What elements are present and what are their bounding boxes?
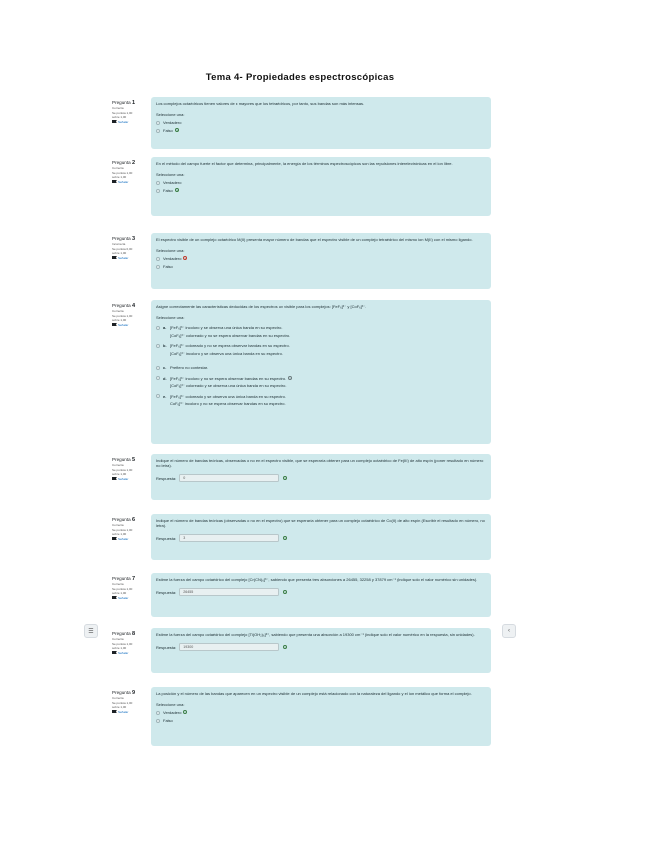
flag-question-button[interactable]: Señalar — [112, 596, 154, 601]
answer-option[interactable]: Falso — [156, 264, 486, 269]
check-icon: ✓ — [284, 591, 287, 596]
answer-option[interactable]: c. Prefiero no contestar. — [156, 365, 486, 370]
question-state: Correcta — [112, 582, 124, 586]
check-icon: ✓ — [184, 711, 187, 716]
answer-option[interactable]: d. [FeF₆]³⁻ incoloro y no se espera observar bandas en su espectro. ✓ [CoF₆]³⁻ coloreado y se observa una única banda en su espectro. — [156, 376, 486, 389]
question-info: Pregunta 9 Correcta Se puntúa 1,00 sobre 1,00 Señalar — [112, 690, 154, 715]
question-score: Se puntúa 1,00 — [112, 313, 133, 318]
flag-question-button[interactable]: Señalar — [112, 477, 154, 482]
question-info: Pregunta 1 Correcta Se puntúa 1,00 sobre 1,00 Señalar — [112, 100, 154, 125]
chevron-left-icon[interactable]: ‹ — [502, 624, 516, 638]
answer-option[interactable]: Falso ✓ — [156, 128, 486, 133]
answer-input[interactable]: 19300 — [179, 643, 279, 651]
answer-option[interactable]: Verdadero ! — [156, 256, 486, 261]
answer-option[interactable]: Falso — [156, 718, 486, 723]
list-icon[interactable]: ☰ — [84, 624, 98, 638]
error-icon: ! — [185, 257, 186, 262]
question-state: Correcta — [112, 309, 124, 313]
answer-option[interactable]: Verdadero — [156, 180, 486, 185]
check-icon: ✓ — [289, 376, 292, 381]
flag-icon — [112, 323, 117, 327]
question-state: Correcta — [112, 463, 124, 467]
question-score: Se puntúa 1,00 — [112, 641, 133, 646]
flag-icon — [112, 180, 117, 184]
radio-button[interactable] — [156, 265, 160, 269]
flag-question-button[interactable]: Señalar — [112, 651, 154, 656]
question-score: Se puntúa 1,00 — [112, 700, 133, 705]
radio-button[interactable] — [156, 326, 160, 330]
answer-input[interactable]: 0 — [179, 474, 279, 482]
question-content: Estime la fuerza del campo octaédrico del complejo [Ti(OH₂)₆]³⁺, sabiendo que presenta una absorción a 19300 cm⁻¹ (indique solo el valor numérico en la respuesta, sin unidades). Respuesta: 19300 ✓ — [151, 628, 491, 673]
question-score: Se puntúa 1,00 — [112, 527, 133, 532]
question-score: Se puntúa 1,00 — [112, 467, 133, 472]
question-score: Se puntúa 0,00 — [112, 246, 133, 251]
flag-question-button[interactable]: Señalar — [112, 180, 154, 185]
flag-icon — [112, 651, 117, 655]
question-info: Pregunta 7 Correcta Se puntúa 1,00 sobre 1,00 Señalar — [112, 576, 154, 601]
flag-question-button[interactable]: Señalar — [112, 710, 154, 715]
question-content: Los complejos octaédricos tienen valores de ε mayores que los tetraédricos, por tanto, sus bandas son más intensas. Seleccione una: Verdadero Falso ✓ — [151, 97, 491, 149]
question-state: Correcta — [112, 106, 124, 110]
check-icon: ✓ — [175, 129, 179, 134]
flag-icon — [112, 596, 117, 600]
flag-icon — [112, 256, 117, 260]
question-content: Estime la fuerza del campo octaédrico del complejo [Cr(CN)₆]³⁻, sabiendo que presenta tres absorciones a 26455, 32258 y 37879 cm⁻¹ (indique solo el valor numérico sin unidades). Respuesta: 26455 ✓ — [151, 573, 491, 617]
question-score: Se puntúa 1,00 — [112, 110, 133, 115]
answer-option[interactable]: Verdadero — [156, 120, 486, 125]
answer-input[interactable]: 3 — [179, 534, 279, 542]
question-info: Pregunta 3 Incorrecta Se puntúa 0,00 sobre 1,00 Señalar — [112, 236, 154, 261]
flag-question-button[interactable]: Señalar — [112, 537, 154, 542]
question-score: Se puntúa 1,00 — [112, 586, 133, 591]
radio-button[interactable] — [156, 376, 160, 380]
radio-button[interactable] — [156, 711, 160, 715]
question-state: Correcta — [112, 696, 124, 700]
question-content: La posición y el número de las bandas que aparecen en un espectro visible de un complejo está relacionado con la naturaleza del ligando y el ion metálico que forma el complejo. Seleccione una: Verdadero ✓ Falso — [151, 687, 491, 746]
question-score: Se puntúa 1,00 — [112, 170, 133, 175]
radio-button[interactable] — [156, 121, 160, 125]
question-info: Pregunta 6 Correcta Se puntúa 1,00 sobre 1,00 Señalar — [112, 517, 154, 542]
question-info: Pregunta 4 Correcta Se puntúa 1,00 sobre 1,00 Señalar — [112, 303, 154, 328]
answer-option[interactable]: e. [FeF₆]³⁻ coloreado y se observa una única banda en su espectro. CoF₆]³⁻ incoloro y no se espera observar bandas en su espectro. — [156, 394, 486, 407]
radio-button[interactable] — [156, 189, 160, 193]
question-content: En el método del campo fuerte el factor que determina, principalmente, la energía de los términos espectroscópicos son las repulsiones interelectrónicas en el ion libre. Seleccione una: Verdadero Falso ✓ — [151, 157, 491, 216]
radio-button[interactable] — [156, 129, 160, 133]
flag-icon — [112, 477, 117, 481]
answer-option[interactable]: a. [FeF₆]³⁻ incoloro y se observa una única banda en su espectro. [CoF₆]³⁻ coloreado y no se espera observar bandas en su espectro. — [156, 325, 486, 338]
flag-icon — [112, 120, 117, 124]
radio-button[interactable] — [156, 344, 160, 348]
radio-button[interactable] — [156, 719, 160, 723]
check-icon: ✓ — [284, 477, 287, 482]
flag-icon — [112, 537, 117, 541]
radio-button[interactable] — [156, 394, 160, 398]
question-info: Pregunta 8 Correcta Se puntúa 1,00 sobre 1,00 Señalar — [112, 631, 154, 656]
question-content: Indique el número de bandas teóricas (observadas o no en el espectro) que se esperaría obtener para un complejo octaédrico de Co(II) de alto espín (Escribir el resultado en número, no letra). Respuesta: 3 ✓ — [151, 514, 491, 560]
question-info: Pregunta 2 Correcta Se puntúa 1,00 sobre 1,00 Señalar — [112, 160, 154, 185]
question-state: Incorrecta — [112, 242, 126, 246]
question-state: Correcta — [112, 637, 124, 641]
question-content: Asigne correctamente las características deducidas de los espectros uv visible para los complejos: [FeF₆]³⁻ y [CoF₆]³⁻. Seleccione una: a. [FeF₆]³⁻ incoloro y se observa una única banda en su espectro. [CoF₆]³⁻ coloreado y no se espera observar bandas en su espectro. b. [FeF₆]³⁻ coloreado y no se espera observar bandas en su espectro. [CoF₆]³⁻ incoloro y se observa una única banda en su espectro. c. Prefiero no contestar. d. [FeF₆]³⁻ incoloro y no se espera observar bandas en su espectro. ✓ [CoF₆]³⁻ coloreado y se observa una única banda en su espectro. e. [FeF₆]³⁻ coloreado y se observa una única banda en su espectro. CoF₆]³⁻ incoloro y no se espera observar bandas en su espectro. — [151, 300, 491, 444]
flag-icon — [112, 710, 117, 714]
flag-question-button[interactable]: Señalar — [112, 256, 154, 261]
question-state: Correcta — [112, 523, 124, 527]
check-icon: ✓ — [175, 189, 179, 194]
radio-button[interactable] — [156, 366, 160, 370]
flag-question-button[interactable]: Señalar — [112, 323, 154, 328]
question-content: El espectro visible de un complejo octaédrico M(II) presenta mayor número de bandas que el espectro visible de un complejo tetraédrico del mismo ion M(II) con el mismo ligando. Seleccione una: Verdadero ! Falso — [151, 233, 491, 289]
radio-button[interactable] — [156, 181, 160, 185]
check-icon: ✓ — [284, 537, 287, 542]
answer-option[interactable]: Falso ✓ — [156, 188, 486, 193]
answer-option[interactable]: b. [FeF₆]³⁻ coloreado y no se espera observar bandas en su espectro. [CoF₆]³⁻ incoloro y se observa una única banda en su espectro. — [156, 343, 486, 356]
answer-option[interactable]: Verdadero ✓ — [156, 710, 486, 715]
question-info: Pregunta 5 Correcta Se puntúa 1,00 sobre 1,00 Señalar — [112, 457, 154, 482]
radio-button[interactable] — [156, 257, 160, 261]
flag-question-button[interactable]: Señalar — [112, 120, 154, 125]
page-title: Tema 4- Propiedades espectroscópicas — [205, 72, 395, 83]
question-content: Indique el número de bandas teóricas, observadas o no en el espectro visible, que se esperaría obtener para un complejo octaédrico de Fe(III) de alto espín (poner resultado en número no letra). Respuesta: 0 ✓ — [151, 454, 491, 500]
question-state: Correcta — [112, 166, 124, 170]
answer-input[interactable]: 26455 — [179, 588, 279, 596]
check-icon: ✓ — [284, 646, 287, 651]
